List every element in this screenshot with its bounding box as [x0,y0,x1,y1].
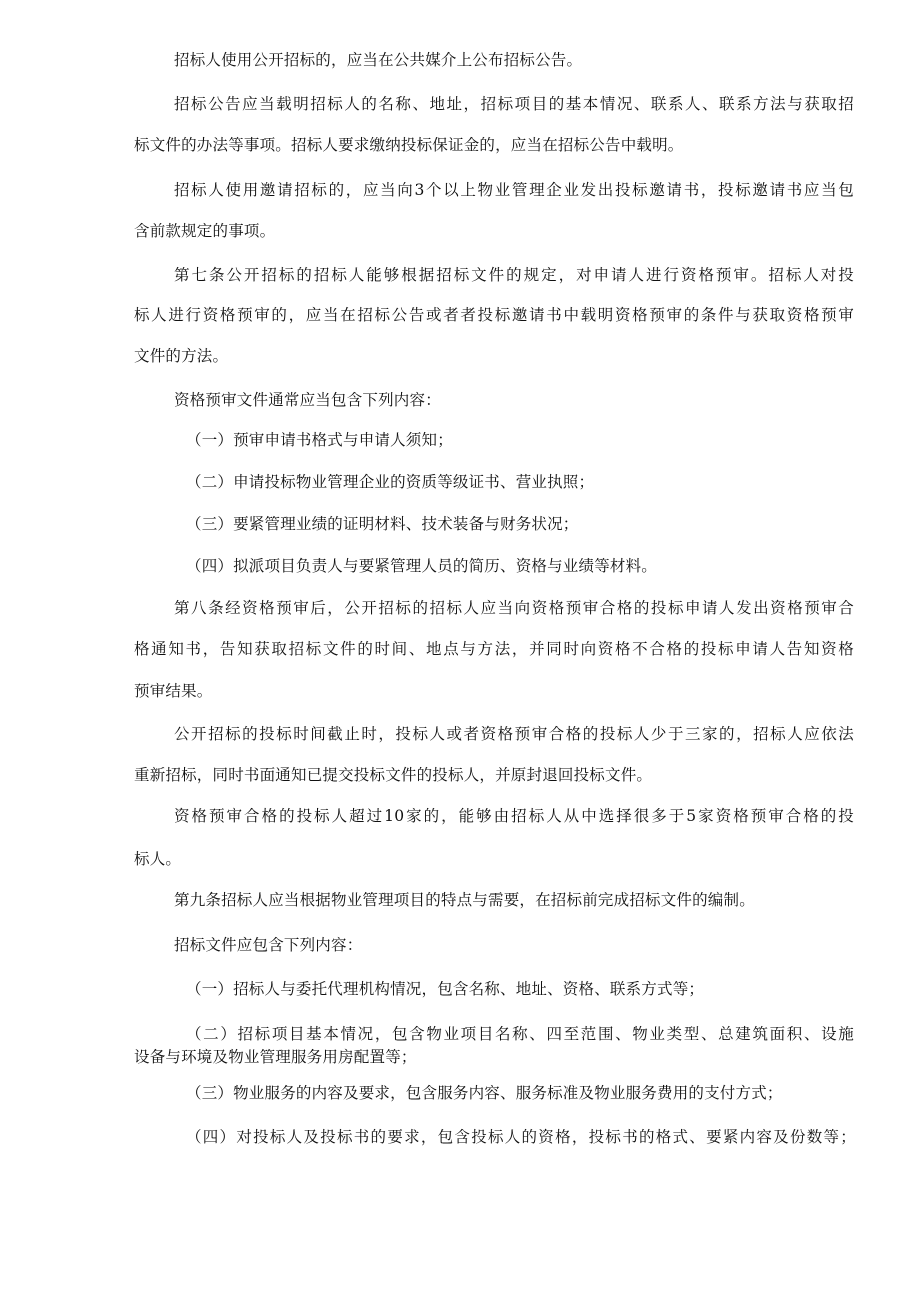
paragraph-line: 公开招标的投标时间截止时，投标人或者资格预审合格的投标人少于三家的，招标人应依法 [174,725,854,743]
paragraph-line: 格通知书，告知获取招标文件的时间、地点与方法，并同时向资格不合格的投标申请人告知资格 [134,640,854,658]
paragraph-line: 资格预审合格的投标人超过10家的，能够由招标人从中选择很多于5家资格预审合格的投 [174,807,854,825]
paragraph-line: 招标公告应当载明招标人的名称、地址，招标项目的基本情况、联系人、联系方法与获取招 [174,95,854,113]
list-item: （二）招标项目基本情况，包含物业项目名称、四至范围、物业类型、总建筑面积、设施 [186,1025,854,1043]
paragraph-line: 招标文件应包含下列内容： [174,936,363,954]
paragraph-line: 含前款规定的事项。 [134,222,276,240]
paragraph-line: 重新招标，同时书面通知已提交投标文件的投标人，并原封退回投标文件。 [134,766,653,784]
paragraph-line: 标人进行资格预审的，应当在招标公告或者者投标邀请书中载明资格预审的条件与获取资格预审 [134,306,854,324]
paragraph-line: 文件的方法。 [134,347,229,365]
list-item-continuation: 设备与环境及物业管理服务用房配置等； [134,1048,417,1066]
list-item: （一）招标人与委托代理机构情况，包含名称、地址、资格、联系方式等； [186,980,705,998]
paragraph-line: 资格预审文件通常应当包含下列内容： [174,391,441,409]
list-item: （二）申请投标物业管理企业的资质等级证书、营业执照； [186,473,595,491]
paragraph-line: 标人。 [134,850,182,868]
list-item: （一）预审申请书格式与申请人须知； [186,431,453,449]
list-item: （三）物业服务的内容及要求，包含服务内容、服务标准及物业服务费用的支付方式； [186,1084,783,1102]
list-item: （三）要紧管理业绩的证明材料、技术装备与财务状况； [186,515,579,533]
paragraph-line: 标文件的办法等事项。招标人要求缴纳投标保证金的，应当在招标公告中载明。 [134,136,684,154]
paragraph-line: 第九条招标人应当根据物业管理项目的特点与需要，在招标前完成招标文件的编制。 [174,891,755,909]
list-item: （四）对投标人及投标书的要求，包含投标人的资格，投标书的格式、要紧内容及份数等； [186,1128,856,1146]
list-item: （四）拟派项目负责人与要紧管理人员的简历、资格与业绩等材料。 [186,557,658,575]
paragraph-line: 预审结果。 [134,682,213,700]
paragraph-line: 招标人使用邀请招标的，应当向3个以上物业管理企业发出投标邀请书，投标邀请书应当包 [174,181,854,199]
paragraph-line: 第八条经资格预审后，公开招标的招标人应当向资格预审合格的投标申请人发出资格预审合 [174,599,854,617]
paragraph-line: 招标人使用公开招标的，应当在公共媒介上公布招标公告。 [174,51,583,69]
paragraph-line: 第七条公开招标的招标人能够根据招标文件的规定，对申请人进行资格预审。招标人对投 [174,266,854,284]
